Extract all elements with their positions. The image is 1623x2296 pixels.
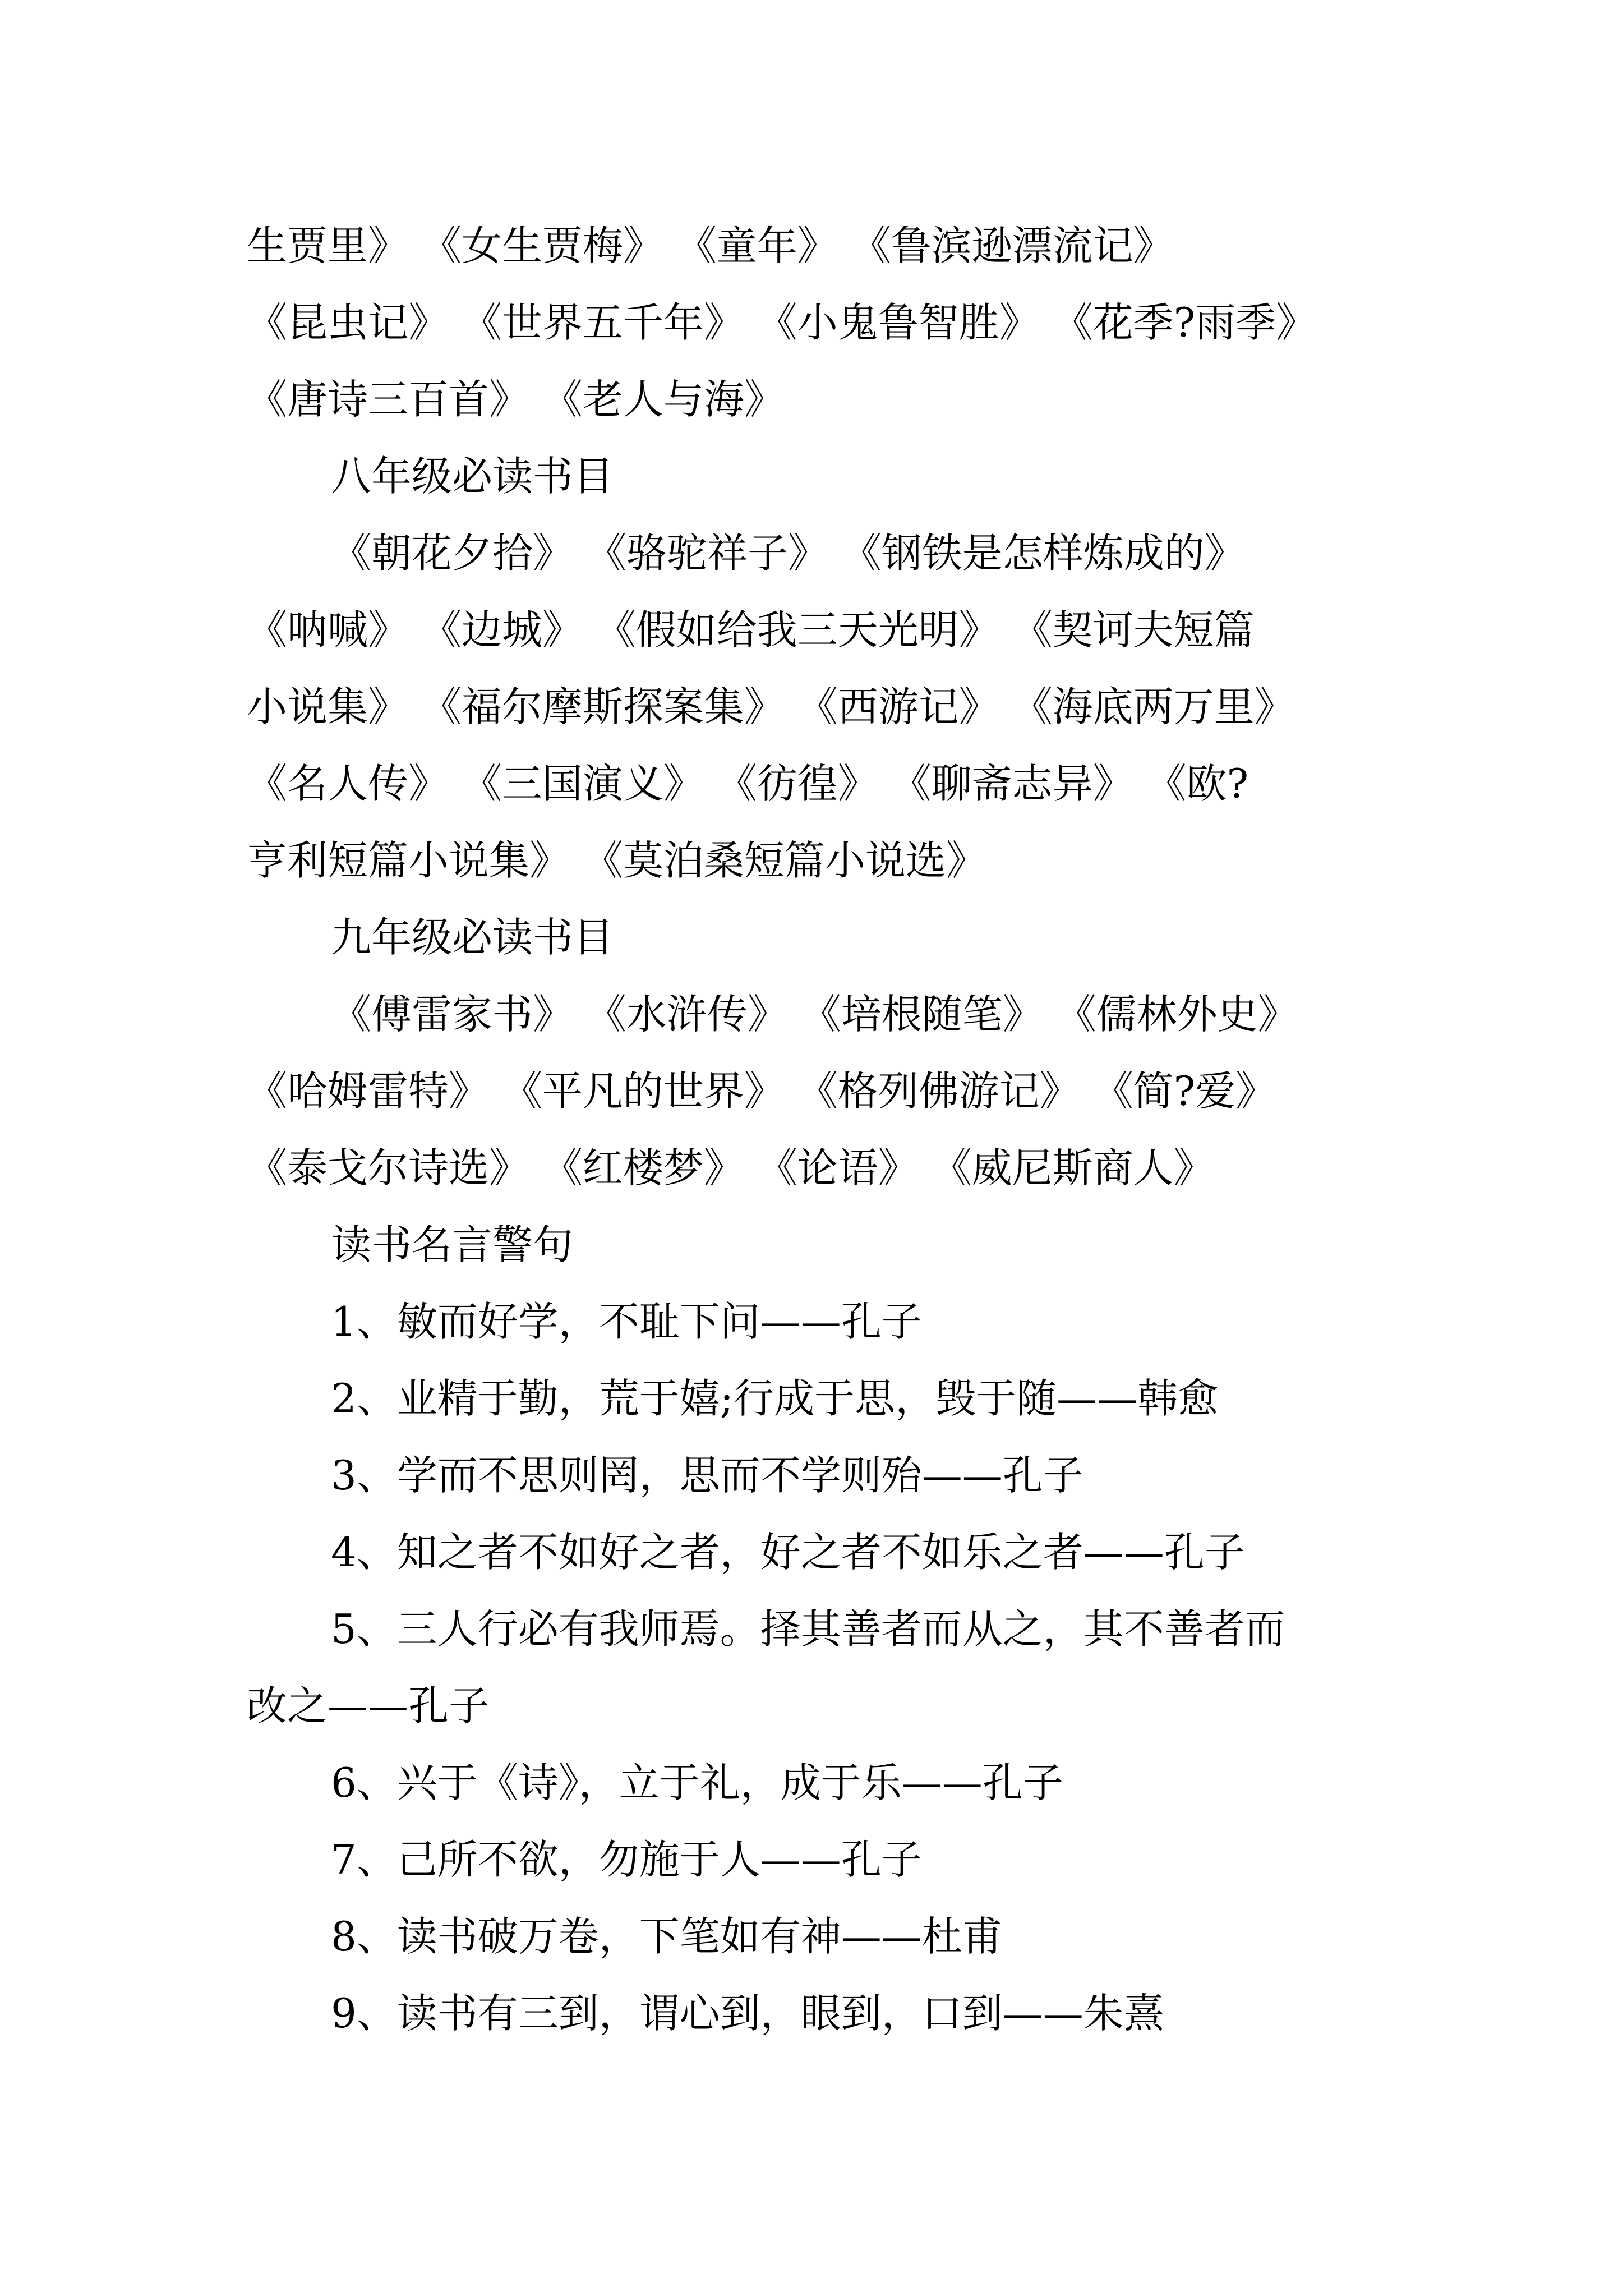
text-line-11: 《傅雷家书》 《水浒传》 《培根随笔》 《儒林外史》 — [331, 991, 1298, 1038]
quote-item-3: 3、学而不思则罔，思而不学则殆——孔子 — [331, 1452, 1083, 1499]
text-line-5: 《朝花夕拾》 《骆驼祥子》 《钢铁是怎样炼成的》 — [331, 530, 1245, 577]
text-line-2: 《昆虫记》 《世界五千年》 《小鬼鲁智胜》 《花季?雨季》 — [247, 299, 1317, 346]
quote-item-9: 9、读书有三到，谓心到，眼到，口到——朱熹 — [331, 1990, 1164, 2037]
text-line-13: 《泰戈尔诗选》 《红楼梦》 《论语》 《威尼斯商人》 — [247, 1144, 1214, 1191]
text-line-9: 亨利短篇小说集》 《莫泊桑短篇小说选》 — [247, 837, 986, 884]
text-line-1: 生贾里》 《女生贾梅》 《童年》 《鲁滨逊漂流记》 — [247, 222, 1174, 269]
section-heading-grade-9: 九年级必读书目 — [331, 914, 614, 961]
document-body — [247, 208, 1469, 2052]
text-line-3: 《唐诗三百首》 《老人与海》 — [247, 376, 785, 423]
quote-item-2: 2、业精于勤，荒于嬉;行成于思，毁于随——韩愈 — [331, 1375, 1219, 1422]
text-line-8: 《名人传》 《三国演义》 《彷徨》 《聊斋志异》 《欧? — [247, 760, 1249, 807]
quote-item-1: 1、敏而好学，不耻下问——孔子 — [331, 1298, 922, 1345]
quote-item-7: 7、己所不欲，勿施于人——孔子 — [331, 1836, 922, 1883]
quote-item-5-continued: 改之——孔子 — [247, 1682, 490, 1729]
quote-item-5: 5、三人行必有我师焉。择其善者而从之，其不善者而 — [331, 1605, 1285, 1653]
text-line-6: 《呐喊》 《边城》 《假如给我三天光明》 《契诃夫短篇 — [247, 606, 1255, 654]
quote-item-4: 4、知之者不如好之者，好之者不如乐之者——孔子 — [331, 1529, 1245, 1576]
section-heading-grade-8: 八年级必读书目 — [331, 453, 614, 500]
section-heading-quotes: 读书名言警句 — [331, 1221, 574, 1268]
text-line-7: 小说集》 《福尔摩斯探案集》 《西游记》 《海底两万里》 — [247, 683, 1295, 730]
quote-item-8: 8、读书破万卷，下笔如有神——杜甫 — [331, 1913, 1003, 1960]
quote-item-6: 6、兴于《诗》，立于礼，成于乐——孔子 — [331, 1759, 1063, 1806]
text-line-12: 《哈姆雷特》 《平凡的世界》 《格列佛游记》 《简?爱》 — [247, 1068, 1276, 1115]
